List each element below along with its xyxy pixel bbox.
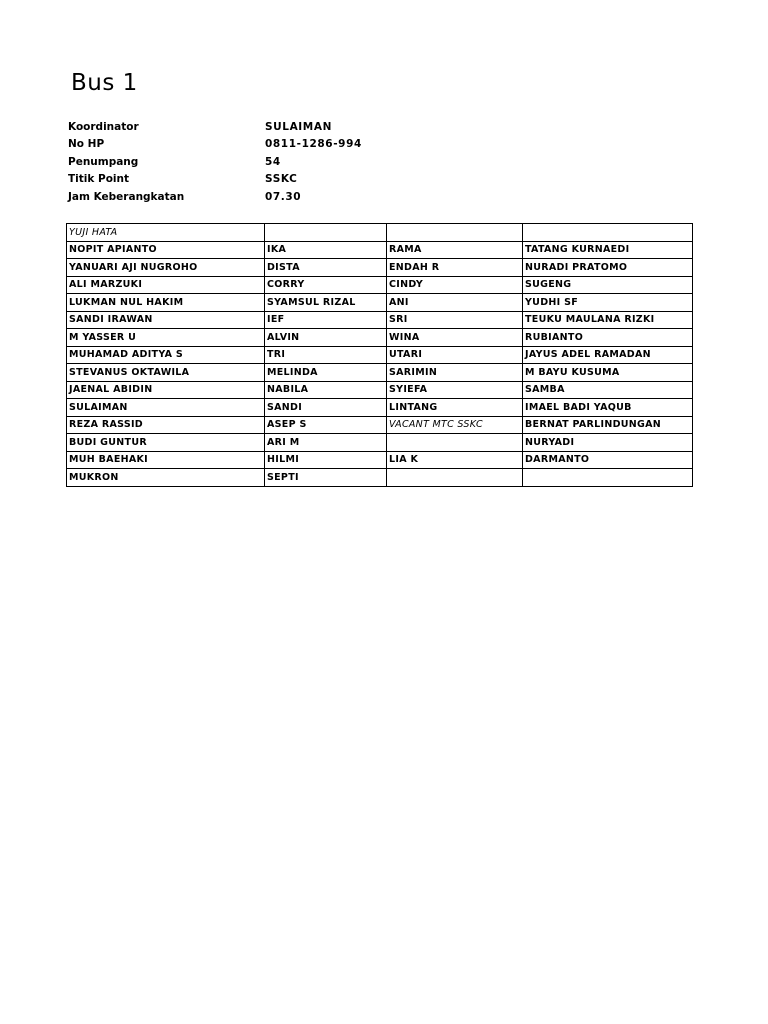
passenger-cell: ALI MARZUKI <box>67 276 265 294</box>
table-row <box>67 381 693 399</box>
passenger-cell: IEF <box>265 311 387 329</box>
info-value: SULAIMAN <box>265 120 332 133</box>
info-value: 0811-1286-994 <box>265 138 362 151</box>
passenger-cell: SYIEFA <box>387 381 523 399</box>
passenger-cell: SUGENG <box>523 276 693 294</box>
passenger-cell: WINA <box>387 329 523 347</box>
passenger-cell: BERNAT PARLINDUNGAN <box>523 416 693 434</box>
table-row <box>67 224 693 242</box>
passenger-cell: LIA K <box>387 451 523 469</box>
info-row <box>68 118 362 136</box>
passenger-cell: TATANG KURNAEDI <box>523 241 693 259</box>
passenger-cell: SYAMSUL RIZAL <box>265 294 387 312</box>
passenger-cell: TRI <box>265 346 387 364</box>
passenger-cell: SARIMIN <box>387 364 523 382</box>
passenger-cell: SEPTI <box>265 469 387 487</box>
page-title: Bus 1 <box>71 70 138 96</box>
passenger-cell: YUDHI SF <box>523 294 693 312</box>
passenger-cell: TEUKU MAULANA RIZKI <box>523 311 693 329</box>
passenger-cell <box>523 469 693 487</box>
passenger-cell: NOPIT APIANTO <box>67 241 265 259</box>
passenger-cell <box>523 224 693 242</box>
passenger-cell: DISTA <box>265 259 387 277</box>
passenger-cell: NABILA <box>265 381 387 399</box>
passenger-cell <box>265 224 387 242</box>
passenger-table-body <box>67 224 693 487</box>
passenger-cell: M BAYU KUSUMA <box>523 364 693 382</box>
passenger-cell: IKA <box>265 241 387 259</box>
info-row <box>68 136 362 154</box>
table-row <box>67 276 693 294</box>
passenger-cell: DARMANTO <box>523 451 693 469</box>
info-value: 07.30 <box>265 190 302 203</box>
table-row <box>67 311 693 329</box>
passenger-cell: ANI <box>387 294 523 312</box>
info-table <box>68 118 362 206</box>
passenger-cell: NURYADI <box>523 434 693 452</box>
table-row <box>67 346 693 364</box>
passenger-cell: VACANT MTC SSKC <box>387 416 523 434</box>
passenger-cell <box>387 469 523 487</box>
info-value: SSKC <box>265 173 298 186</box>
passenger-cell: REZA RASSID <box>67 416 265 434</box>
passenger-cell: ALVIN <box>265 329 387 347</box>
passenger-cell: SAMBA <box>523 381 693 399</box>
table-row <box>67 451 693 469</box>
passenger-cell: SULAIMAN <box>67 399 265 417</box>
table-row <box>67 241 693 259</box>
passenger-cell: HILMI <box>265 451 387 469</box>
passenger-cell: JAENAL ABIDIN <box>67 381 265 399</box>
info-row <box>68 153 362 171</box>
passenger-cell: RAMA <box>387 241 523 259</box>
table-row <box>67 469 693 487</box>
passenger-cell: CORRY <box>265 276 387 294</box>
passenger-cell: ARI M <box>265 434 387 452</box>
table-row <box>67 294 693 312</box>
info-key: Koordinator <box>68 120 139 133</box>
table-row <box>67 399 693 417</box>
table-row <box>67 416 693 434</box>
info-row <box>68 171 362 189</box>
passenger-cell: ENDAH R <box>387 259 523 277</box>
passenger-cell: JAYUS ADEL RAMADAN <box>523 346 693 364</box>
passenger-cell: LINTANG <box>387 399 523 417</box>
table-row <box>67 329 693 347</box>
passenger-cell: NURADI PRATOMO <box>523 259 693 277</box>
info-value: 54 <box>265 155 281 168</box>
passenger-cell: YANUARI AJI NUGROHO <box>67 259 265 277</box>
table-row <box>67 364 693 382</box>
passenger-cell: LUKMAN NUL HAKIM <box>67 294 265 312</box>
passenger-cell: STEVANUS OKTAWILA <box>67 364 265 382</box>
table-row <box>67 434 693 452</box>
passenger-cell: SANDI <box>265 399 387 417</box>
passenger-cell: BUDI GUNTUR <box>67 434 265 452</box>
passenger-cell <box>387 434 523 452</box>
info-key: Titik Point <box>68 173 130 186</box>
passenger-cell: MUKRON <box>67 469 265 487</box>
passenger-cell: RUBIANTO <box>523 329 693 347</box>
info-key: Penumpang <box>68 155 139 168</box>
passenger-cell: ASEP S <box>265 416 387 434</box>
passenger-cell: IMAEL BADI YAQUB <box>523 399 693 417</box>
table-row <box>67 259 693 277</box>
passenger-cell <box>387 224 523 242</box>
info-key: No HP <box>68 138 105 151</box>
passenger-cell: MUH BAEHAKI <box>67 451 265 469</box>
passenger-cell: MELINDA <box>265 364 387 382</box>
passenger-table <box>66 223 693 487</box>
passenger-cell: MUHAMAD ADITYA S <box>67 346 265 364</box>
passenger-cell: SANDI IRAWAN <box>67 311 265 329</box>
passenger-cell: M YASSER U <box>67 329 265 347</box>
passenger-cell: YUJI HATA <box>67 224 265 242</box>
info-row <box>68 188 362 206</box>
passenger-cell: SRI <box>387 311 523 329</box>
passenger-cell: UTARI <box>387 346 523 364</box>
info-key: Jam Keberangkatan <box>68 190 185 203</box>
passenger-cell: CINDY <box>387 276 523 294</box>
